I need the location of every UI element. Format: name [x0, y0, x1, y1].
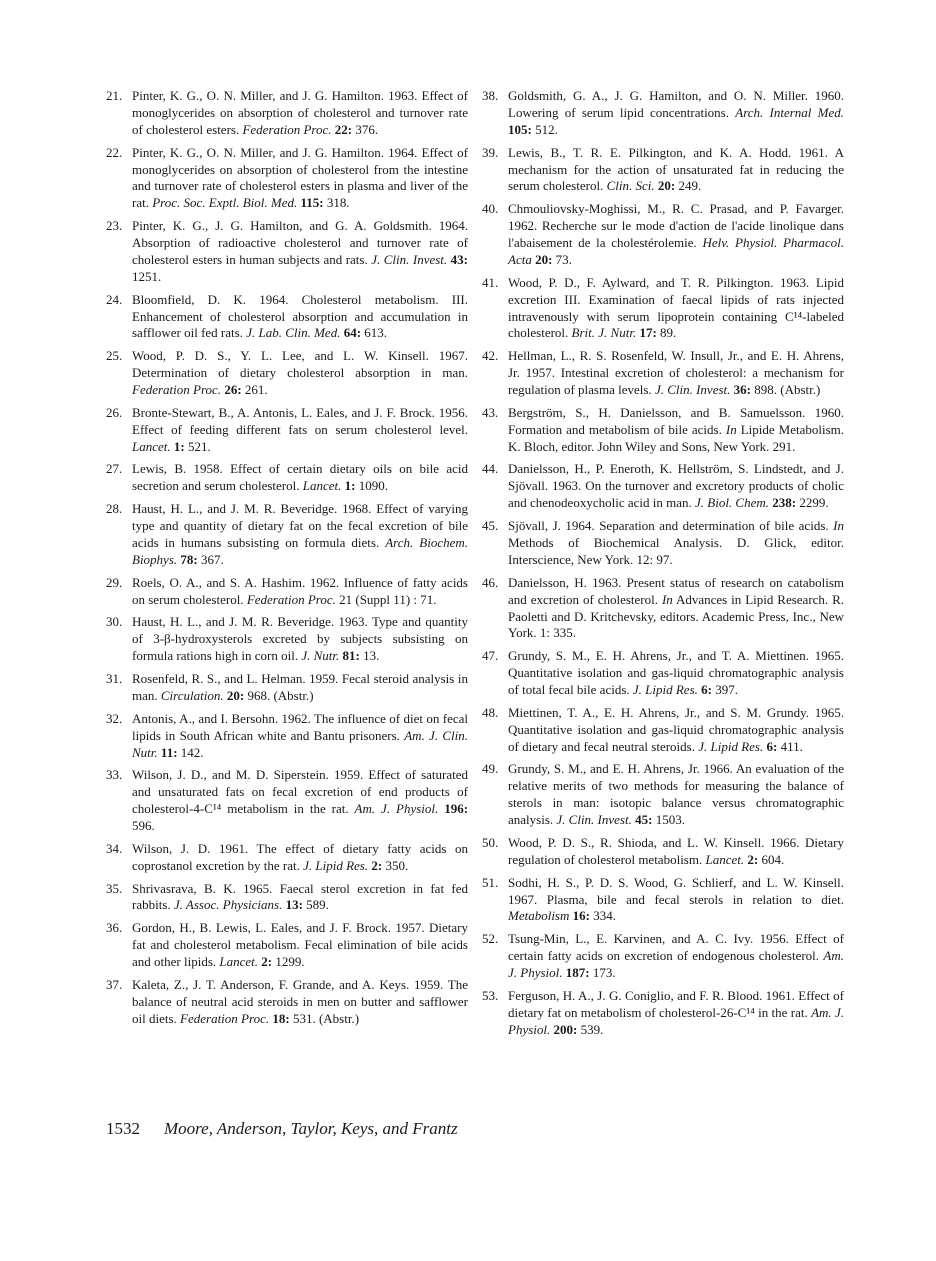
reference-citation: Tsung-Min, L., E. Karvinen, and A. C. Ivy. 1956. Effect of certain fatty acids on excretion of endogenous cholesterol.	[508, 931, 844, 964]
reference-number: 24.	[106, 291, 123, 307]
reference-volume: 16:	[572, 908, 590, 924]
reference-citation: Kaleta, Z., J. T. Anderson, F. Grande, and A. Keys. 1959. The balance of neutral acid steroids in men on butter and safflower oil diets.	[132, 976, 468, 1026]
reference-citation: Hellman, L., R. S. Rosenfeld, W. Insull, Jr., and E. H. Ahrens, Jr. 1957. Intestinal excretion of cholesterol: a mechanism for regulation of plasma levels.	[508, 348, 844, 398]
reference-journal: Arch. Internal Med.	[735, 104, 845, 120]
reference-citation: Bloomfield, D. K. 1964. Cholesterol metabolism. III. Enhancement of cholesterol absorption and accumulation in safflower oil fed rats.	[132, 291, 468, 341]
reference-number: 33.	[106, 767, 123, 783]
reference-volume: 36:	[733, 382, 751, 398]
page-footer	[106, 1119, 458, 1139]
reference-pages: 589.	[306, 897, 329, 913]
reference-entry	[482, 761, 844, 829]
reference-journal: J. Clin. Invest.	[654, 382, 731, 398]
reference-volume: 200:	[553, 1021, 578, 1037]
page-number: 1532	[106, 1119, 140, 1138]
reference-number: 34.	[106, 840, 123, 856]
reference-entry	[106, 292, 468, 343]
reference-volume: 2:	[747, 851, 759, 867]
reference-entry	[482, 875, 844, 926]
reference-citation: Wood, P. D. S., Y. L. Lee, and L. W. Kinsell. 1967. Determination of dietary cholesterol absorption in man.	[132, 348, 468, 381]
reference-pages: 411.	[780, 738, 803, 754]
reference-number: 39.	[482, 144, 499, 160]
reference-citation: Goldsmith, G. A., J. G. Hamilton, and O. N. Miller. 1960. Lowering of serum lipid concentrations.	[508, 88, 844, 120]
reference-number: 25.	[106, 348, 123, 364]
reference-entry	[482, 405, 844, 456]
reference-pages: 350.	[385, 857, 409, 873]
reference-journal: In	[833, 518, 845, 534]
reference-number: 46.	[482, 574, 499, 590]
reference-number: 42.	[482, 348, 499, 364]
reference-journal: Metabolism	[508, 908, 570, 924]
reference-volume: 43:	[450, 251, 469, 267]
reference-pages: 1503.	[655, 812, 685, 828]
reference-volume: 6:	[701, 682, 712, 698]
reference-citation: Roels, O. A., and S. A. Hashim. 1962. Influence of fatty acids on serum cholesterol.	[132, 574, 468, 607]
reference-pages: 261.	[244, 382, 268, 398]
reference-number: 21.	[106, 88, 123, 103]
reference-citation: Pinter, K. G., O. N. Miller, and J. G. Hamilton. 1963. Effect of monoglycerides on absorption of cholesterol and turnover rate of cholesterol esters.	[132, 88, 468, 137]
reference-number: 43.	[482, 404, 499, 420]
reference-number: 52.	[482, 931, 499, 947]
running-authors: Moore, Anderson, Taylor, Keys, and Frantz	[164, 1119, 458, 1138]
reference-pages: 173.	[592, 965, 616, 981]
reference-number: 37.	[106, 976, 123, 992]
reference-entry	[482, 88, 844, 139]
reference-citation: Rosenfeld, R. S., and L. Helman. 1959. Fecal steroid analysis in man.	[132, 671, 468, 703]
reference-citation: Wood, P. D. S., R. Shioda, and L. W. Kinsell. 1966. Dietary regulation of cholesterol metabolism.	[508, 834, 844, 867]
reference-citation: Danielsson, H. 1963. Present status of research on catabolism and excretion of cholesterol.	[508, 574, 844, 607]
reference-number: 49.	[482, 761, 499, 777]
reference-number: 50.	[482, 834, 499, 850]
reference-citation: Gordon, H., B. Lewis, L. Eales, and J. F. Brock. 1957. Dietary fat and cholesterol metabolism. Fecal elimination of bile acids and other lipids.	[132, 920, 468, 970]
reference-entry	[106, 575, 468, 609]
reference-volume: 26:	[224, 382, 242, 398]
reference-entry	[482, 988, 844, 1039]
reference-entry	[482, 461, 844, 512]
reference-citation: Chmouliovsky-Moghissi, M., R. C. Prasad, and P. Favarger. 1962. Recherche sur le mode d'action de l'acide linolique dans l'abaisement de la cholestérolemie.	[508, 201, 844, 251]
reference-pages: 334.	[593, 908, 616, 924]
reference-volume: 11:	[160, 744, 178, 760]
reference-journal: Federation Proc.	[242, 121, 332, 137]
reference-volume: 22:	[334, 121, 353, 137]
reference-citation: Bronte-Stewart, B., A. Antonis, L. Eales, and J. F. Brock. 1956. Effect of feeding different fats on serum cholesterol level.	[132, 404, 468, 437]
reference-citation: Bergström, S., H. Danielsson, and B. Samuelsson. 1960. Formation and metabolism of bile acids.	[508, 404, 844, 437]
reference-pages: 531. (Abstr.)	[292, 1010, 360, 1026]
reference-entry	[106, 461, 468, 495]
reference-pages: Lipide Metabolism. K. Bloch, editor. John Wiley and Sons, New York. 291.	[508, 421, 844, 454]
reference-citation: Sodhi, H. S., P. D. S. Wood, G. Schlierf, and L. W. Kinsell. 1967. Plasma, bile and fecal sterols in relation to diet.	[508, 874, 844, 907]
reference-citation: Grundy, S. M., and E. H. Ahrens, Jr. 1966. An evaluation of the relative merits of two methods for measuring the balance of sterols in man: isotopic balance versus chromatographic analysis.	[508, 761, 844, 828]
reference-volume: 17:	[639, 325, 657, 341]
reference-journal: J. Lab. Clin. Med.	[246, 325, 341, 341]
reference-journal: J. Nutr.	[301, 648, 340, 664]
reference-journal: J. Clin. Invest.	[556, 812, 632, 828]
reference-journal: J. Lipid Res.	[303, 857, 369, 873]
reference-entry	[482, 145, 844, 196]
reference-volume: 45:	[635, 812, 653, 828]
reference-entry	[482, 835, 844, 869]
reference-citation: Wilson, J. D., and M. D. Siperstein. 1959. Effect of saturated and unsaturated fats on fecal excretion of end products of cholesterol-4-C¹⁴ metabolism in the rat.	[132, 767, 468, 817]
reference-volume: 20:	[226, 687, 245, 703]
reference-number: 30.	[106, 614, 123, 630]
reference-journal: Lancet.	[219, 954, 259, 970]
reference-entry	[482, 201, 844, 269]
reference-entry	[482, 518, 844, 569]
reference-entry	[106, 881, 468, 915]
reference-pages: 968. (Abstr.)	[247, 687, 314, 703]
reference-citation: Miettinen, T. A., E. H. Ahrens, Jr., and S. M. Grundy. 1965. Quantitative isolation and gas-liquid chromatographic analysis of dietary and fecal neutral steroids.	[508, 704, 844, 754]
reference-number: 29.	[106, 574, 123, 590]
reference-number: 22.	[106, 144, 123, 160]
reference-pages: 376.	[355, 121, 379, 137]
reference-column-right	[482, 88, 844, 1044]
reference-volume: 115:	[300, 195, 324, 211]
reference-number: 23.	[106, 218, 123, 234]
reference-entry	[106, 767, 468, 835]
reference-pages: Methods of Biochemical Analysis. D. Glick, editor. Interscience, New York. 12: 97.	[508, 534, 844, 567]
reference-volume: 20:	[535, 251, 553, 267]
reference-entry	[106, 977, 468, 1028]
reference-journal: Am. J. Physiol.	[508, 948, 844, 981]
reference-entry	[482, 705, 844, 756]
reference-entry	[106, 920, 468, 971]
reference-pages: 89.	[660, 325, 677, 341]
reference-number: 28.	[106, 501, 123, 517]
reference-citation: Ferguson, H. A., J. G. Coniglio, and F. R. Blood. 1961. Effect of dietary fat on metabolism of cholesterol-26-C¹⁴ in the rat.	[508, 987, 844, 1020]
reference-journal: Lancet.	[302, 478, 342, 494]
reference-volume: 13:	[285, 897, 303, 913]
reference-citation: Sjövall, J. 1964. Separation and determination of bile acids.	[508, 518, 829, 534]
reference-journal: Federation Proc.	[180, 1010, 270, 1026]
reference-number: 38.	[482, 88, 499, 103]
reference-citation: Wilson, J. D. 1961. The effect of dietary fatty acids on coprostanol excretion by the rat.	[132, 840, 468, 873]
reference-number: 27.	[106, 461, 123, 477]
reference-number: 53.	[482, 987, 499, 1003]
reference-journal: J. Assoc. Physicians.	[173, 897, 283, 913]
reference-volume: 1:	[173, 438, 185, 454]
reference-journal: Am. J. Clin. Nutr.	[132, 727, 468, 760]
reference-volume: 196:	[444, 801, 469, 817]
reference-number: 41.	[482, 274, 499, 290]
reference-pages: 512.	[535, 121, 558, 137]
reference-number: 48.	[482, 704, 499, 720]
reference-pages: 604.	[761, 851, 785, 867]
reference-journal: J. Biol. Chem.	[695, 495, 770, 511]
reference-journal: In	[725, 421, 737, 437]
reference-citation: Shrivasrava, B. K. 1965. Faecal sterol excretion in fat fed rabbits.	[132, 880, 468, 913]
reference-volume: 1:	[344, 478, 356, 494]
reference-volume: 18:	[272, 1010, 290, 1026]
reference-volume: 105:	[508, 121, 532, 137]
reference-volume: 238:	[772, 495, 797, 511]
reference-entry	[482, 348, 844, 399]
reference-citation: Haust, H. L., and J. M. R. Beveridge. 1963. Type and quantity of 3-β-hydroxysterols excreted by subjects subsisting on formula rations high in corn oil.	[132, 614, 468, 664]
reference-number: 44.	[482, 461, 499, 477]
reference-entry	[482, 575, 844, 643]
reference-journal: In	[661, 591, 673, 607]
reference-pages: 613.	[364, 325, 388, 341]
reference-volume: 64:	[343, 325, 362, 341]
reference-journal: Arch. Biochem. Biophys.	[132, 534, 469, 567]
reference-entry	[482, 648, 844, 699]
reference-entry	[106, 145, 468, 213]
reference-entry	[106, 711, 468, 762]
reference-pages: 73.	[555, 251, 572, 267]
reference-citation: Pinter, K. G., O. N. Miller, and J. G. Hamilton. 1964. Effect of monoglycerides on absorption of cholesterol from the intestine and turnover rate of cholesterol esters in plasma and liver of the rat.	[132, 144, 468, 211]
reference-citation: Wood, P. D., F. Aylward, and T. R. Pilkington. 1963. Lipid excretion III. Examination of faecal lipids of rats injected intravenously with serum lipoprotein containing C¹⁴-labeled cholesterol.	[508, 274, 844, 341]
reference-number: 51.	[482, 874, 499, 890]
reference-citation: Pinter, K. G., J. G. Hamilton, and G. A. Goldsmith. 1964. Absorption of radioactive cholesterol and turnover rate of cholesterol esters in human subjects and rats.	[132, 218, 468, 267]
reference-volume: 6:	[766, 738, 778, 754]
reference-number: 35.	[106, 880, 123, 896]
reference-citation: Danielsson, H., P. Eneroth, K. Hellström, S. Lindstedt, and J. Sjövall. 1963. On the turnover and excretory products of cholic and chenodeoxycholic acid in man.	[508, 461, 844, 511]
reference-citation: Haust, H. L., and J. M. R. Beveridge. 1968. Effect of varying type and quantity of dietary fat on the fecal excretion of bile acids in humans subsisting on formula diets.	[132, 501, 468, 550]
reference-entry	[482, 275, 844, 343]
reference-pages: 2299.	[799, 495, 829, 511]
reference-volume: 81:	[342, 648, 360, 664]
reference-citation: Lewis, B. 1958. Effect of certain dietary oils on bile acid secretion and serum cholesterol.	[132, 461, 468, 494]
reference-volume: 2:	[261, 954, 273, 970]
reference-number: 26.	[106, 404, 123, 420]
reference-number: 32.	[106, 710, 123, 726]
reference-citation: Antonis, A., and I. Bersohn. 1962. The influence of diet on fecal lipids in South African white and Bantu prisoners.	[132, 710, 468, 743]
reference-column-left	[106, 88, 468, 1033]
reference-entry	[106, 671, 468, 705]
reference-entry	[106, 88, 468, 139]
reference-journal: Federation Proc.	[246, 591, 336, 607]
reference-journal: Am. J. Physiol.	[508, 1004, 844, 1037]
reference-entry	[106, 614, 468, 665]
reference-journal: Proc. Soc. Exptl. Biol. Med.	[152, 195, 298, 211]
reference-journal: Am. J. Physiol.	[354, 801, 439, 817]
reference-entry	[106, 405, 468, 456]
reference-volume: 187:	[565, 965, 590, 981]
reference-pages: 1251.	[132, 268, 162, 284]
reference-citation: Grundy, S. M., E. H. Ahrens, Jr., and T. A. Miettinen. 1965. Quantitative isolation and gas-liquid chromatographic analysis of total fecal bile acids.	[508, 648, 844, 698]
reference-volume: 20:	[657, 178, 676, 194]
reference-journal: J. Clin. Invest.	[371, 251, 448, 267]
reference-pages: 142.	[180, 744, 204, 760]
reference-number: 40.	[482, 201, 499, 217]
reference-journal: Clin. Sci.	[606, 178, 655, 194]
reference-number: 36.	[106, 920, 123, 936]
reference-pages: 898. (Abstr.)	[754, 382, 821, 398]
reference-entry	[482, 931, 844, 982]
reference-journal: J. Lipid Res.	[698, 738, 764, 754]
reference-entry	[106, 348, 468, 399]
reference-pages: 1299.	[275, 954, 305, 970]
reference-volume: 78:	[180, 551, 198, 567]
reference-pages: 249.	[678, 178, 702, 194]
reference-pages: Advances in Lipid Research. R. Paoletti and D. Kritchevsky, editors. Academic Press, Inc., New York. 1: 335.	[508, 591, 845, 641]
reference-entry	[106, 841, 468, 875]
reference-pages: 367.	[200, 551, 224, 567]
reference-journal: Federation Proc.	[132, 382, 222, 398]
reference-journal: J. Lipid Res.	[632, 682, 698, 698]
reference-journal: Lancet.	[132, 438, 171, 454]
reference-pages: 521.	[187, 438, 211, 454]
reference-journal: Brit. J. Nutr.	[571, 325, 637, 341]
reference-volume: 2:	[371, 857, 383, 873]
reference-number: 31.	[106, 671, 123, 686]
reference-entry	[106, 501, 468, 569]
reference-pages: 1090.	[358, 478, 388, 494]
reference-pages: 539.	[580, 1021, 604, 1037]
reference-number: 47.	[482, 648, 499, 664]
reference-pages: 13.	[363, 648, 380, 664]
reference-pages: 397.	[715, 682, 738, 698]
reference-citation: Lewis, B., T. R. E. Pilkington, and K. A. Hodd. 1961. A mechanism for the action of unsaturated fat in reducing the serum cholesterol.	[508, 144, 844, 194]
reference-entry	[106, 218, 468, 286]
reference-pages: 318.	[326, 195, 350, 211]
reference-pages: 596.	[132, 818, 155, 834]
reference-pages: 21 (Suppl 11) : 71.	[339, 591, 437, 607]
reference-journal: Circulation.	[160, 687, 224, 703]
reference-number: 45.	[482, 518, 499, 534]
reference-journal: Lancet.	[705, 851, 745, 867]
reference-journal: Helv. Physiol. Pharmacol. Acta	[508, 235, 844, 267]
